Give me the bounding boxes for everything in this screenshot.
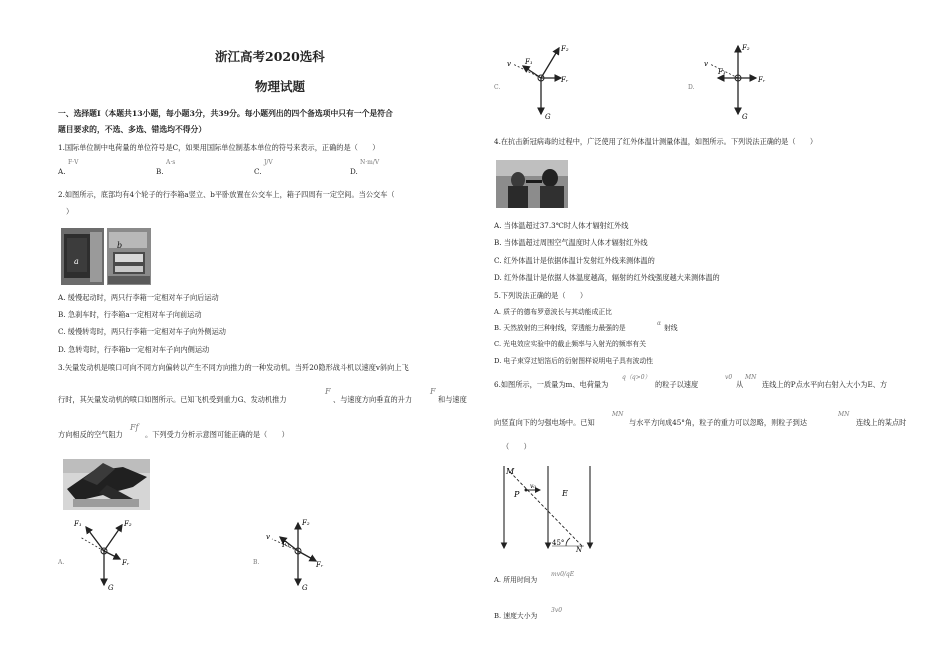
svg-text:v: v	[704, 60, 708, 68]
q6-stem-line2a: 向竖直向下的匀强电场中。已知	[494, 418, 595, 427]
q3-stem-line2c: 和与速度	[438, 395, 467, 404]
q3-stem-line3a: 方向相反的空气阻力	[58, 430, 123, 439]
q1-option-a: A.	[58, 167, 66, 176]
q4-option-c: C. 红外体温计是依据体温计发射红外线来测体温的	[494, 256, 655, 265]
q1-formula-a: F·V	[68, 159, 79, 166]
q3-option-d: D.	[688, 84, 695, 91]
force-label-g: G	[108, 584, 114, 592]
q6-stem-line3: （ ）	[502, 442, 531, 451]
q5-option-d: D. 电子束穿过铝箔后的衍射图样说明电子具有波动性	[494, 357, 654, 365]
svg-text:v: v	[266, 533, 270, 541]
q6-option-b: B. 速度大小为	[494, 612, 538, 620]
force-diagram-b	[262, 515, 342, 595]
q1-option-d: D.	[350, 167, 358, 176]
q6-mn: MN	[745, 374, 757, 381]
svg-text:F₂: F₂	[742, 44, 750, 52]
luggage-label-a: a	[74, 257, 79, 266]
svg-text:G: G	[545, 113, 551, 121]
label-e: E	[562, 489, 568, 498]
q3-symbol-f2: F	[430, 387, 436, 396]
q2-option-c: C. 缓慢转弯时，两只行李箱一定相对车子向外侧运动	[58, 327, 226, 336]
q6-stem-line2b: 与水平方向成45°角，粒子的重力可以忽略，则粒子到达	[629, 418, 808, 427]
q4-stem: 4.在抗击新冠病毒的过程中，广泛使用了红外体温计测量体温，如图所示。下列说法正确的是（ ）	[494, 137, 818, 146]
thermometer-photo	[496, 160, 568, 208]
q3-stem-line2a: 行时，其矢量发动机的喷口如图所示。已知飞机受到重力G、发动机推力	[58, 395, 287, 404]
q6-charge: q（q>0）	[622, 374, 651, 381]
q5-option-b: B. 天然放射的三种射线，穿透能力最强的是	[494, 324, 626, 332]
q6-stem-line1d: 连线上的P点水平向右射入大小为E、方	[762, 380, 888, 389]
q6-option-b-formula: 3v0	[551, 607, 563, 614]
force-label-f1: F₁	[74, 520, 82, 528]
q5-alpha-symbol: α	[657, 320, 662, 327]
force-diagram-a	[66, 515, 146, 595]
q6-v0: v0	[725, 374, 733, 381]
svg-text:Fᵣ: Fᵣ	[316, 561, 324, 569]
page-subtitle: 物理试题	[255, 79, 306, 94]
q3-option-a: A.	[58, 559, 65, 566]
label-v0: v₀	[530, 483, 536, 490]
q6-option-a-formula: mv0/qE	[551, 571, 575, 578]
luggage-photo	[61, 228, 151, 285]
q1-formula-b: A·s	[166, 159, 176, 166]
svg-text:G: G	[302, 584, 308, 592]
svg-text:G: G	[742, 113, 748, 121]
force-label-fr: Fᵣ	[122, 559, 130, 567]
q3-stem-line2b: 、与速度方向垂直的升力	[333, 395, 413, 404]
q3-symbol-f: F	[325, 387, 331, 396]
q6-stem-line1b: 的粒子以速度	[655, 380, 699, 389]
q1-option-b: B.	[156, 167, 164, 176]
force-label-f2: F₂	[124, 520, 132, 528]
q6-option-a: A. 所用时间为	[494, 576, 538, 584]
q2-stem-line1: 2.如图所示，底部均有4个轮子的行李箱a竖立、b平卧放置在公交车上，箱子四周有一定空间。当公交车（	[58, 190, 395, 199]
label-p: P	[514, 490, 520, 499]
q1-formula-d: N·m/V	[360, 159, 380, 166]
q5-option-b-tail: 射线	[664, 324, 678, 332]
svg-text:F₁: F₁	[718, 68, 726, 76]
q4-option-d: D. 红外体温计是依据人体温度越高，辐射的红外线强度越大来测体温的	[494, 273, 720, 282]
section-heading-line1: 一、选择题Ⅰ（本题共13小题，每小题3分，共39分。每小题列出的四个备选项中只有一个是符合	[58, 109, 393, 118]
q2-option-d: D. 急转弯时，行李箱b一定相对车子向内侧运动	[58, 345, 210, 354]
q5-option-a: A. 质子的德布罗意波长与其动能成正比	[494, 308, 612, 316]
electric-field-diagram	[496, 460, 606, 555]
q1-stem: 1.国际单位制中电荷量的单位符号是C，如果用国际单位制基本单位的符号来表示，正确的是（ ）	[58, 143, 380, 152]
q2-stem-line2: ）	[66, 207, 74, 216]
q6-mn-3: MN	[838, 411, 850, 418]
q4-option-b: B. 当体温超过周围空气温度时人体才辐射红外线	[494, 238, 648, 247]
section-heading-line2: 题目要求的，不选、多选、错选均不得分）	[58, 125, 207, 134]
q3-symbol-ff: Ff	[130, 423, 139, 432]
q2-option-a: A. 缓慢起动时，两只行李箱一定相对车子向后运动	[58, 293, 219, 302]
fighter-jet-photo	[63, 459, 150, 510]
label-m: M	[506, 467, 515, 476]
q6-mn-2: MN	[612, 411, 624, 418]
q5-stem: 5.下列说法正确的是（ ）	[494, 291, 588, 300]
svg-text:F₁: F₁	[282, 541, 290, 549]
svg-text:Fᵣ: Fᵣ	[758, 76, 766, 84]
page-title: 浙江高考2020选科	[215, 49, 325, 64]
svg-text:Fᵣ: Fᵣ	[561, 76, 569, 84]
q3-option-c: C.	[494, 84, 501, 91]
label-n: N	[576, 546, 583, 554]
q6-stem-line1c: 从	[736, 380, 744, 389]
label-angle: 45°	[552, 539, 565, 547]
q1-option-c: C.	[254, 167, 262, 176]
luggage-label-b: b	[117, 241, 123, 250]
q3-stem-line3b: 。下列受力分析示意图可能正确的是（ ）	[145, 430, 289, 439]
q3-option-b: B.	[253, 559, 260, 566]
q5-option-c: C. 光电效应实验中的截止频率与入射光的频率有关	[494, 340, 647, 348]
q6-stem-line1a: 6.如图所示，一质量为m、电荷量为	[494, 380, 609, 389]
q2-option-b: B. 急刹车时，行李箱a一定相对车子向前运动	[58, 310, 202, 319]
svg-text:F₂: F₂	[561, 45, 569, 53]
force-diagram-d	[702, 42, 782, 122]
q3-stem-line1: 3.矢量发动机是喷口可向不同方向偏转以产生不同方向推力的一种发动机。当歼20隐形战斗机以速度v斜向上飞	[58, 363, 409, 372]
q4-option-a: A. 当体温超过37.3℃时人体才辐射红外线	[494, 221, 629, 230]
svg-text:v: v	[507, 60, 511, 68]
q6-stem-line2c: 连线上的某点时	[856, 418, 907, 427]
svg-text:F₁: F₁	[525, 58, 533, 66]
force-diagram-c	[505, 42, 585, 122]
svg-text:F₂: F₂	[302, 519, 310, 527]
q1-formula-c: J/V	[264, 159, 273, 166]
